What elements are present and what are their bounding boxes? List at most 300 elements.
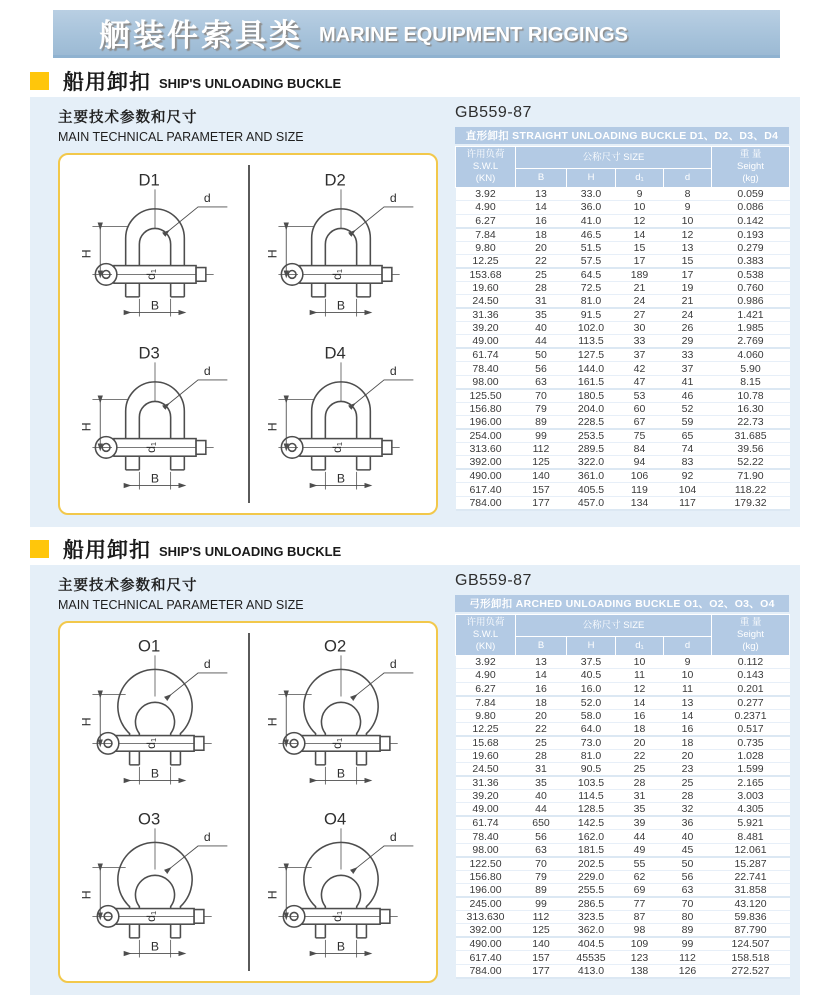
param-label-cn: 主要技术参数和尺寸 (58, 578, 198, 594)
table-cell: 784.00 (456, 964, 516, 978)
section1-param-label (58, 106, 304, 144)
table-cell: 18 (516, 228, 567, 242)
table-cell: 25 (616, 763, 664, 777)
table-cell: 44 (616, 830, 664, 843)
table-cell: 8.15 (712, 375, 790, 389)
table-cell: 60 (616, 402, 664, 415)
table-cell: 39 (616, 816, 664, 830)
table-row (456, 241, 790, 254)
diagram-label: O4 (324, 808, 347, 828)
table-row (456, 736, 790, 750)
table-cell: 61.74 (456, 816, 516, 830)
table-cell: 62 (616, 870, 664, 883)
table-cell: 16.0 (567, 682, 616, 696)
table-cell: 119 (616, 483, 664, 496)
table-cell: 20 (516, 241, 567, 254)
table-row (456, 483, 790, 496)
dim-label-h: H (79, 248, 94, 258)
table-cell: 0.383 (712, 254, 790, 268)
table-cell: 24 (664, 308, 712, 322)
dim-label-d: d (389, 190, 397, 205)
table-cell: 0.538 (712, 268, 790, 282)
table-cell: 10 (616, 656, 664, 669)
table-cell: 650 (516, 816, 567, 830)
table-cell: 14 (664, 709, 712, 722)
dim-label-d: d (389, 656, 397, 671)
table-cell: 98.00 (456, 375, 516, 389)
param-label-cn: 主要技术参数和尺寸 (58, 110, 198, 126)
table-cell: 8 (664, 188, 712, 201)
shackle-diagram-o3 (67, 805, 243, 973)
quad-o3 (62, 802, 248, 975)
table-row (456, 456, 790, 470)
table-cell: 12.061 (712, 843, 790, 857)
section1-heading (30, 66, 341, 96)
table-cell: 42 (616, 362, 664, 375)
table-cell: 8.481 (712, 830, 790, 843)
table-cell: 23 (664, 763, 712, 777)
table-cell: 56 (516, 830, 567, 843)
table-cell: 16 (664, 722, 712, 736)
table-row (456, 308, 790, 322)
dim-label-d1: d₁ (144, 441, 158, 453)
table-cell: 313.630 (456, 911, 516, 924)
table-cell: 196.00 (456, 884, 516, 898)
table-cell: 70 (516, 389, 567, 403)
table-cell: 157 (516, 951, 567, 964)
table-cell: 49.00 (456, 335, 516, 349)
table-cell: 18 (516, 696, 567, 710)
table-cell: 0.112 (712, 656, 790, 669)
shackle-diagram-d3 (67, 337, 243, 505)
table-cell: 43.120 (712, 897, 790, 911)
table-cell: 11 (616, 669, 664, 682)
table-cell: 405.5 (567, 483, 616, 496)
dim-label-h: H (265, 889, 280, 899)
table-cell: 27 (616, 308, 664, 322)
table-cell: 25 (516, 268, 567, 282)
quad-d2 (248, 161, 434, 334)
table-cell: 87 (616, 911, 664, 924)
table-cell: 52.22 (712, 456, 790, 470)
table-cell: 125 (516, 456, 567, 470)
table-row (456, 843, 790, 857)
table-cell: 59 (664, 416, 712, 430)
table-cell: 22.73 (712, 416, 790, 430)
table-cell: 83 (664, 456, 712, 470)
table-cell: 80 (664, 911, 712, 924)
table-cell: 91.5 (567, 308, 616, 322)
table-cell: 13 (664, 241, 712, 254)
table-cell: 0.193 (712, 228, 790, 242)
table-cell: 181.5 (567, 843, 616, 857)
dim-label-d1: d₁ (144, 910, 158, 922)
table-cell: 15 (616, 241, 664, 254)
table-cell: 14 (616, 696, 664, 710)
table-row (456, 469, 790, 483)
table-cell: 138 (616, 964, 664, 978)
table-cell: 0.760 (712, 281, 790, 294)
table-cell: 122.50 (456, 857, 516, 871)
table-cell: 29 (664, 335, 712, 349)
col-header-swl: 许用负荷 S.W.L (KN) (456, 615, 516, 656)
table-row (456, 335, 790, 349)
table-cell: 35 (616, 803, 664, 817)
table-cell: 289.5 (567, 443, 616, 456)
param-label-en: MAIN TECHNICAL PARAMETER AND SIZE (58, 598, 304, 612)
table-cell: 322.0 (567, 456, 616, 470)
table-cell: 109 (616, 937, 664, 951)
table-cell: 140 (516, 469, 567, 483)
table-cell: 44 (516, 335, 567, 349)
col-header-weight: 重 量 Seight (kg) (712, 147, 790, 188)
table-row (456, 188, 790, 201)
table-cell: 35 (516, 308, 567, 322)
table-cell: 177 (516, 964, 567, 978)
table-cell: 25 (516, 736, 567, 750)
page-banner (53, 10, 780, 58)
col-header-b: B (516, 637, 567, 656)
dim-label-b: B (336, 471, 346, 486)
table-cell: 25 (664, 776, 712, 790)
table-row (456, 776, 790, 790)
table-cell: 22 (616, 749, 664, 762)
table-cell: 70 (664, 897, 712, 911)
table-cell: 39.20 (456, 322, 516, 335)
table-cell: 1.985 (712, 322, 790, 335)
diagram-label: O2 (324, 635, 347, 655)
table-row (456, 416, 790, 430)
table-cell: 37 (616, 348, 664, 362)
table-cell: 255.5 (567, 884, 616, 898)
table-cell: 40.5 (567, 669, 616, 682)
shackle-diagram-d4 (253, 337, 429, 505)
table-title: 直形卸扣 STRAIGHT UNLOADING BUCKLE D1、D2、D3、D4 (455, 127, 789, 144)
section2-panel (30, 565, 800, 995)
dim-label-h: H (265, 248, 280, 258)
table-cell: 0.2371 (712, 709, 790, 722)
table-row (456, 816, 790, 830)
table-cell: 13 (664, 696, 712, 710)
section2-param-label (58, 574, 304, 612)
table-cell: 153.68 (456, 268, 516, 282)
table-cell: 84 (616, 443, 664, 456)
dim-label-d1: d₁ (330, 268, 344, 280)
table-cell: 58.0 (567, 709, 616, 722)
param-label-en: MAIN TECHNICAL PARAMETER AND SIZE (58, 130, 304, 144)
col-header-size: 公称尺寸 SIZE (516, 147, 712, 169)
table-cell: 78.40 (456, 830, 516, 843)
table-cell: 28 (516, 749, 567, 762)
table-body (456, 656, 790, 978)
table-cell: 37 (664, 362, 712, 375)
table-cell: 30 (616, 322, 664, 335)
table-cell: 12.25 (456, 722, 516, 736)
table-cell: 41 (664, 375, 712, 389)
section2-table (455, 595, 789, 979)
table-row (456, 362, 790, 375)
table-cell: 39.20 (456, 790, 516, 803)
table-cell: 14 (516, 201, 567, 214)
table-cell: 98 (616, 924, 664, 938)
table-cell: 3.92 (456, 656, 516, 669)
col-header-d: d (664, 637, 712, 656)
dim-label-d1: d₁ (330, 441, 344, 453)
quad-d3 (62, 334, 248, 507)
table-cell: 69 (616, 884, 664, 898)
table-cell: 0.277 (712, 696, 790, 710)
dim-label-h: H (265, 716, 280, 726)
table-cell: 125.50 (456, 389, 516, 403)
table-cell: 392.00 (456, 924, 516, 938)
dim-label-d1: d₁ (330, 737, 344, 749)
table-cell: 253.5 (567, 429, 616, 443)
table-row (456, 228, 790, 242)
table-cell: 35 (516, 776, 567, 790)
table-cell: 16 (516, 214, 567, 228)
table-cell: 47 (616, 375, 664, 389)
col-header-b: B (516, 169, 567, 188)
table-cell: 24 (616, 295, 664, 309)
table-cell: 228.5 (567, 416, 616, 430)
table-cell: 28 (616, 776, 664, 790)
shackle-diagram-o4 (253, 805, 429, 973)
table-cell: 51.5 (567, 241, 616, 254)
table-cell: 19 (664, 281, 712, 294)
table-cell: 19.60 (456, 281, 516, 294)
dim-label-d1: d₁ (330, 910, 344, 922)
dim-label-h: H (79, 716, 94, 726)
table-row (456, 389, 790, 403)
table-row (456, 268, 790, 282)
table-cell: 40 (516, 790, 567, 803)
table-cell: 2.165 (712, 776, 790, 790)
table-cell: 17 (664, 268, 712, 282)
table-cell: 81.0 (567, 749, 616, 762)
table-cell: 31 (516, 295, 567, 309)
table-cell: 272.527 (712, 964, 790, 978)
table-cell: 0.735 (712, 736, 790, 750)
table-cell: 162.0 (567, 830, 616, 843)
table-cell: 45 (664, 843, 712, 857)
dim-label-b: B (336, 298, 346, 313)
table-cell: 4.90 (456, 201, 516, 214)
table-cell: 52 (664, 402, 712, 415)
section2-diagram-box (58, 621, 438, 983)
table-cell: 128.5 (567, 803, 616, 817)
table-cell: 20 (664, 749, 712, 762)
dim-label-b: B (336, 766, 346, 781)
section1-panel (30, 97, 800, 527)
table-cell: 134 (616, 496, 664, 510)
table-cell: 21 (664, 295, 712, 309)
table-cell: 33 (664, 348, 712, 362)
table-cell: 67 (616, 416, 664, 430)
table-cell: 103.5 (567, 776, 616, 790)
table-cell: 37.5 (567, 656, 616, 669)
table-cell: 53 (616, 389, 664, 403)
table-row (456, 214, 790, 228)
dim-label-d1: d₁ (144, 268, 158, 280)
table-cell: 3.92 (456, 188, 516, 201)
table-cell: 254.00 (456, 429, 516, 443)
table-cell: 73.0 (567, 736, 616, 750)
table-cell: 46 (664, 389, 712, 403)
table-cell: 63 (664, 884, 712, 898)
table-cell: 118.22 (712, 483, 790, 496)
diagram-label: D1 (138, 169, 160, 189)
table-row (456, 790, 790, 803)
dim-label-b: B (150, 298, 160, 313)
table-cell: 10.78 (712, 389, 790, 403)
table-cell: 124.507 (712, 937, 790, 951)
table-cell: 79 (516, 870, 567, 883)
table-cell: 286.5 (567, 897, 616, 911)
table-row (456, 749, 790, 762)
quad-o4 (248, 802, 434, 975)
table-cell: 104 (664, 483, 712, 496)
table-cell: 161.5 (567, 375, 616, 389)
table-cell: 158.518 (712, 951, 790, 964)
table-cell: 99 (664, 937, 712, 951)
table-cell: 32 (664, 803, 712, 817)
table-row (456, 375, 790, 389)
banner-title-en: MARINE EQUIPMENT RIGGINGS (319, 24, 628, 46)
table-cell: 157 (516, 483, 567, 496)
table-row (456, 924, 790, 938)
table-cell: 31.36 (456, 776, 516, 790)
dim-label-b: B (150, 471, 160, 486)
table-cell: 0.201 (712, 682, 790, 696)
table-cell: 177 (516, 496, 567, 510)
table-cell: 0.086 (712, 201, 790, 214)
col-header-swl: 许用负荷 S.W.L (KN) (456, 147, 516, 188)
diagram-label: D4 (324, 342, 346, 362)
table-cell: 413.0 (567, 964, 616, 978)
table-cell: 39.56 (712, 443, 790, 456)
table-cell: 6.27 (456, 214, 516, 228)
table-cell: 1.028 (712, 749, 790, 762)
table-cell: 102.0 (567, 322, 616, 335)
dim-label-d: d (389, 363, 397, 378)
dim-label-h: H (79, 421, 94, 431)
table-cell: 10 (664, 669, 712, 682)
table-cell: 71.90 (712, 469, 790, 483)
table-cell: 323.5 (567, 911, 616, 924)
table-cell: 126 (664, 964, 712, 978)
quad-d4 (248, 334, 434, 507)
table-cell: 140 (516, 937, 567, 951)
table-cell: 457.0 (567, 496, 616, 510)
table-row (456, 682, 790, 696)
table-row (456, 656, 790, 669)
table-cell: 22.741 (712, 870, 790, 883)
banner-title-cn: 舾装件索具类 (99, 18, 303, 53)
table-cell: 0.517 (712, 722, 790, 736)
table-cell: 123 (616, 951, 664, 964)
section1-diagram-box (58, 153, 438, 515)
table-body (456, 188, 790, 510)
table-cell: 77 (616, 897, 664, 911)
table-cell: 7.84 (456, 228, 516, 242)
table-row (456, 201, 790, 214)
table-cell: 202.5 (567, 857, 616, 871)
table-cell: 33.0 (567, 188, 616, 201)
table-cell: 31.685 (712, 429, 790, 443)
dim-label-h: H (265, 421, 280, 431)
table-row (456, 443, 790, 456)
col-header-weight: 重 量 Seight (kg) (712, 615, 790, 656)
table-row (456, 322, 790, 335)
table-row (456, 964, 790, 978)
table-cell: 7.84 (456, 696, 516, 710)
table-row (456, 803, 790, 817)
table-cell: 15.68 (456, 736, 516, 750)
table-cell: 12 (664, 228, 712, 242)
col-header-d1: d₁ (616, 169, 664, 188)
table-cell: 5.90 (712, 362, 790, 375)
table-cell: 784.00 (456, 496, 516, 510)
diagram-label: O3 (138, 808, 161, 828)
table-header (456, 147, 790, 188)
table-row (456, 937, 790, 951)
dim-label-d: d (389, 829, 397, 844)
table-title: 弓形卸扣 ARCHED UNLOADING BUCKLE O1、O2、O3、O4 (455, 595, 789, 612)
col-header-size: 公称尺寸 SIZE (516, 615, 712, 637)
table-cell: 15 (664, 254, 712, 268)
table-cell: 64.0 (567, 722, 616, 736)
table-cell: 0.142 (712, 214, 790, 228)
table-cell: 31.36 (456, 308, 516, 322)
section2-heading (30, 534, 341, 564)
table-cell: 17 (616, 254, 664, 268)
table-cell: 0.143 (712, 669, 790, 682)
table-cell: 92 (664, 469, 712, 483)
table-row (456, 911, 790, 924)
shackle-diagram-o1 (67, 632, 243, 800)
table-cell: 46.5 (567, 228, 616, 242)
diagram-label: D3 (138, 342, 160, 362)
dim-label-d: d (203, 656, 211, 671)
dim-label-b: B (150, 766, 160, 781)
table-cell: 10 (664, 214, 712, 228)
table-row (456, 402, 790, 415)
table-cell: 75 (616, 429, 664, 443)
col-header-d: d (664, 169, 712, 188)
table-cell: 9 (616, 188, 664, 201)
table-cell: 13 (516, 656, 567, 669)
table-cell: 70 (516, 857, 567, 871)
table-cell: 28 (664, 790, 712, 803)
table-cell: 112 (516, 443, 567, 456)
table-cell: 94 (616, 456, 664, 470)
table-cell: 44 (516, 803, 567, 817)
table-cell: 31 (516, 763, 567, 777)
table-cell: 33 (616, 335, 664, 349)
table-cell: 14 (516, 669, 567, 682)
yellow-bullet-icon (30, 540, 49, 558)
table-cell: 21 (616, 281, 664, 294)
table-cell: 1.421 (712, 308, 790, 322)
table-cell: 64.5 (567, 268, 616, 282)
table-cell: 59.836 (712, 911, 790, 924)
table-cell: 142.5 (567, 816, 616, 830)
table-cell: 41.0 (567, 214, 616, 228)
table-cell: 24.50 (456, 295, 516, 309)
table-cell: 313.60 (456, 443, 516, 456)
table-cell: 3.003 (712, 790, 790, 803)
table-cell: 40 (516, 322, 567, 335)
